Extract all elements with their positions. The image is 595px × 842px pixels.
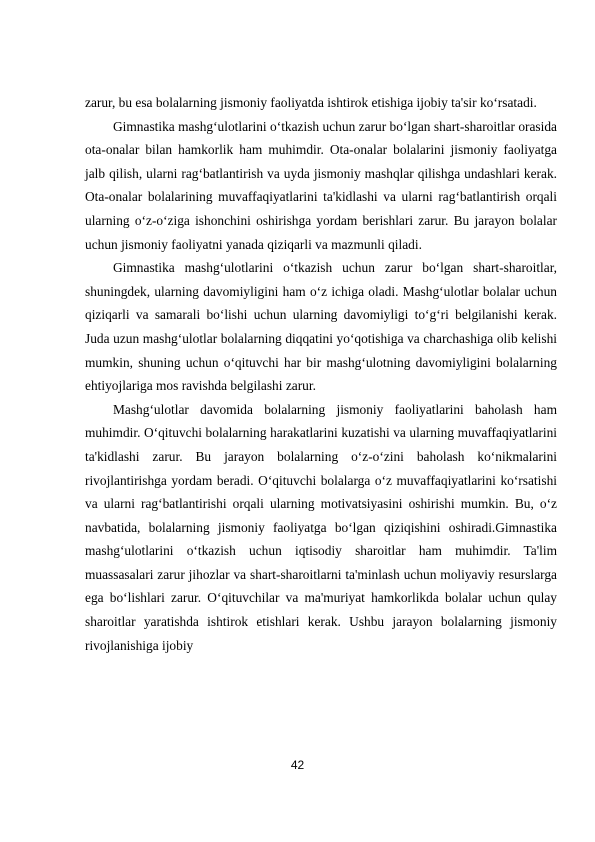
paragraph-parent-cooperation: Gimnastika mashg‘ulotlarini o‘tkazish uchun zarur bo‘lgan shart-sharoitlar orasida ota-onalar bilan hamkorlik ham muhimdir. Ota-onalar bolalarini jismoniy faoliyatga jalb qilish, ularni rag‘batlantirish va uyda jismoniy mashqlar qilishga undashlari kerak. Ota-onalar bolalarining muvaffaqiyatlarini ta'kidlashi va ularni rag‘batlantirish orqali ularning o‘z-o‘ziga ishonchini oshirishga yordam berishlari zarur. Bu jarayon bolalar uchun jismoniy faoliyatni yanada qiziqarli va mazmunli qiladi. (85, 118, 557, 252)
paragraph-session-duration: Gimnastika mashg‘ulotlarini o‘tkazish uchun zarur bo‘lgan shart-sharoitlar, shuningdek, ularning davomiyligini ham o‘z ichiga oladi. Mashg‘ulotlar bolalar uchun qiziqarli va samarali bo‘lishi uchun ularning davomiyligi to‘g‘ri belgilanishi kerak. Juda uzun mashg‘ulotlar bolalarning diqqatini yo‘qotishiga va charchashiga olib kelishi mumkin, shuning uchun o‘qituvchi har bir mashg‘ulotning davomiyligini bolalarning ehtiyojlariga mos ravishda belgilashi zarur. (85, 260, 557, 394)
page-number: 42 (290, 758, 305, 772)
page-body (85, 91, 557, 657)
paragraph-continuation: zarur, bu esa bolalarning jismoniy faoliyatda ishtirok etishiga ijobiy ta'sir ko‘rsatadi. (85, 95, 537, 110)
paragraph-assessment: Mashg‘ulotlar davomida bolalarning jismoniy faoliyatlarini baholash ham muhimdir. O‘qituvchi bolalarning harakatlarini kuzatishi va ularning muvaffaqiyatlarini ta'kidlashi zarur. Bu jarayon bolalarning o‘z-o‘zini baholash ko‘nikmalarini rivojlantirishga yordam beradi. O‘qituvchi bolalarga o‘z muvaffaqiyatlarini ko‘rsatishi va ularni rag‘batlantirishi orqali ularning motivatsiyasini oshirishi mumkin. Bu, o‘z navbatida, bolalarning jismoniy faoliyatga bo‘lgan qiziqishini oshiradi.Gimnastika mashg‘ulotlarini o‘tkazish uchun iqtisodiy sharoitlar ham muhimdir. Ta'lim muassasalari zarur jihozlar va shart-sharoitlarni ta'minlash uchun moliyaviy resurslarga ega bo‘lishlari zarur. O‘qituvchilar va ma'muriyat hamkorlikda bolalar uchun qulay sharoitlar yaratishda ishtirok etishlari kerak. Ushbu jarayon bolalarning jismoniy rivojlanishiga ijobiy (85, 401, 557, 653)
